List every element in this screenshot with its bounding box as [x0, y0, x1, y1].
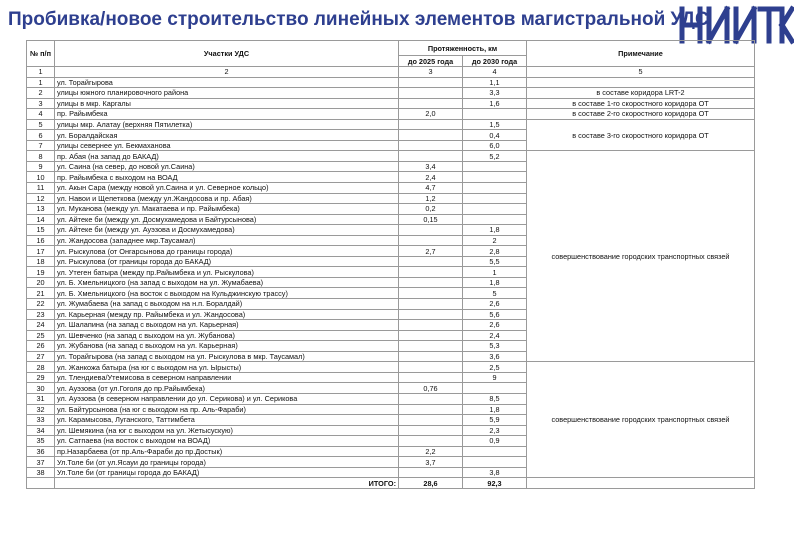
row-2030-cell: 3,3 [463, 88, 527, 99]
row-2030-cell: 3,8 [463, 467, 527, 478]
row-num-cell: 20 [27, 277, 55, 288]
row-num-cell: 26 [27, 341, 55, 352]
row-num-cell: 36 [27, 446, 55, 457]
row-section-cell: ул. Сатпаева (на восток с выходом на ВОАД) [55, 436, 399, 447]
total-label: ИТОГО: [55, 478, 399, 489]
total-empty-cell [27, 478, 55, 489]
row-note-cell: в составе 3-го скоростного коридора ОТ [527, 119, 755, 151]
row-section-cell: ул. Тлендиева/Утемисова в северном направлении [55, 372, 399, 383]
row-2025-cell: 3,7 [399, 457, 463, 468]
row-section-cell: ул. Саина (на север, до новой ул.Саина) [55, 161, 399, 172]
row-section-cell: пр. Абая (на запад до БАКАД) [55, 151, 399, 162]
row-section-cell: ул. Торайгырова [55, 77, 399, 88]
row-note-cell [527, 77, 755, 88]
row-section-cell: ул. Б. Хмельницкого (на восток с выходом на Кульджинскую трассу) [55, 288, 399, 299]
row-2025-cell [399, 320, 463, 331]
row-num-cell: 6 [27, 130, 55, 141]
row-2030-cell: 2,8 [463, 246, 527, 257]
row-2025-cell [399, 341, 463, 352]
row-section-cell: ул. Карьерная (между пр. Райымбека и ул. Жандосова) [55, 309, 399, 320]
table-row [27, 119, 755, 130]
row-num-cell: 35 [27, 436, 55, 447]
row-2025-cell: 0,15 [399, 214, 463, 225]
row-section-cell: пр.Назарбаева (от пр.Аль-Фараби до пр.Достык) [55, 446, 399, 457]
row-num-cell: 18 [27, 256, 55, 267]
row-num-cell: 33 [27, 415, 55, 426]
row-2030-cell: 1,8 [463, 404, 527, 415]
row-num-cell: 1 [27, 77, 55, 88]
row-2030-cell: 5,2 [463, 151, 527, 162]
row-section-cell: ул. Жумабаева (на запад с выходом на н.п. Боралдай) [55, 299, 399, 310]
row-2030-cell: 2,6 [463, 299, 527, 310]
row-2025-cell [399, 140, 463, 151]
row-section-cell: ул. Б. Хмельницкого (на запад с выходом на ул. Жумабаева) [55, 277, 399, 288]
row-num-cell: 32 [27, 404, 55, 415]
index-cell: 4 [463, 67, 527, 78]
row-num-cell: 13 [27, 204, 55, 215]
row-2030-cell [463, 109, 527, 120]
row-section-cell: ул. Шемякина (на юг с выходом на ул. Жетысускую) [55, 425, 399, 436]
row-2025-cell: 3,4 [399, 161, 463, 172]
row-2025-cell [399, 404, 463, 415]
row-2030-cell: 6,0 [463, 140, 527, 151]
row-section-cell: ул. Боралдайская [55, 130, 399, 141]
table-row [27, 98, 755, 109]
row-num-cell: 38 [27, 467, 55, 478]
row-2030-cell [463, 172, 527, 183]
row-section-cell: улицы в мкр. Каргалы [55, 98, 399, 109]
row-2025-cell [399, 299, 463, 310]
row-2030-cell: 5 [463, 288, 527, 299]
row-2030-cell: 5,9 [463, 415, 527, 426]
row-num-cell: 24 [27, 320, 55, 331]
row-2030-cell: 8,5 [463, 393, 527, 404]
row-note-cell: совершенствование городских транспортных связей [527, 151, 755, 362]
row-2030-cell: 2,5 [463, 362, 527, 373]
row-num-cell: 7 [27, 140, 55, 151]
row-section-cell: Ул.Толе би (от границы города до БАКАД) [55, 467, 399, 478]
row-section-cell: ул. Навои и Щепеткова (между ул.Жандосова и пр. Абая) [55, 193, 399, 204]
row-2025-cell: 2,0 [399, 109, 463, 120]
row-2030-cell [463, 457, 527, 468]
header-length: Протяженность, км [399, 41, 527, 56]
row-section-cell: ул. Жандосова (западнее мкр.Таусамал) [55, 235, 399, 246]
row-2030-cell: 5,5 [463, 256, 527, 267]
row-section-cell: ул. Рыскулова (от границы города до БАКАД) [55, 256, 399, 267]
row-section-cell: пр. Райымбека с выходом на ВОАД [55, 172, 399, 183]
table-row [27, 77, 755, 88]
row-num-cell: 16 [27, 235, 55, 246]
row-section-cell: Ул.Толе би (от ул.Ясауи до границы города) [55, 457, 399, 468]
row-2030-cell: 5,6 [463, 309, 527, 320]
row-section-cell: ул. Жанкожа батыра (на юг с выходом на ул. Ырысты) [55, 362, 399, 373]
total-2025: 28,6 [399, 478, 463, 489]
row-num-cell: 34 [27, 425, 55, 436]
row-2030-cell: 1,1 [463, 77, 527, 88]
row-2025-cell [399, 256, 463, 267]
row-2025-cell [399, 77, 463, 88]
row-2025-cell [399, 330, 463, 341]
row-2030-cell: 1,8 [463, 225, 527, 236]
row-note-cell: в составе коридора LRT-2 [527, 88, 755, 99]
row-2025-cell [399, 467, 463, 478]
row-note-cell: в составе 2-го скоростного коридора ОТ [527, 109, 755, 120]
row-2030-cell: 2,3 [463, 425, 527, 436]
row-section-cell: пр. Райымбека [55, 109, 399, 120]
row-num-cell: 14 [27, 214, 55, 225]
row-2030-cell: 3,6 [463, 351, 527, 362]
index-row [27, 67, 755, 78]
row-2025-cell [399, 235, 463, 246]
row-num-cell: 23 [27, 309, 55, 320]
total-row [27, 478, 755, 489]
row-2030-cell [463, 183, 527, 194]
row-2025-cell [399, 362, 463, 373]
row-2030-cell [463, 214, 527, 225]
index-cell: 3 [399, 67, 463, 78]
row-section-cell: ул. Ауэзова (в северном направлении до ул. Серикова) и ул. Серикова [55, 393, 399, 404]
header-note: Примечание [527, 41, 755, 67]
row-section-cell: ул. Айтеке би (между ул. Досмухамедова и Байтурсынова) [55, 214, 399, 225]
row-2025-cell: 2,2 [399, 446, 463, 457]
index-cell: 1 [27, 67, 55, 78]
row-section-cell: ул. Шевченко (на запад с выходом на ул. Жубанова) [55, 330, 399, 341]
row-num-cell: 29 [27, 372, 55, 383]
row-2030-cell: 9 [463, 372, 527, 383]
row-2030-cell: 5,3 [463, 341, 527, 352]
table-row [27, 151, 755, 162]
table-row [27, 88, 755, 99]
row-num-cell: 2 [27, 88, 55, 99]
row-2025-cell: 4,7 [399, 183, 463, 194]
slide-title: Пробивка/новое строительство линейных элементов магистральной УДС [8, 9, 709, 30]
row-2030-cell: 1,6 [463, 98, 527, 109]
row-2025-cell [399, 425, 463, 436]
row-2025-cell: 2,7 [399, 246, 463, 257]
header-num: № п/п [27, 41, 55, 67]
road-network-table-container [26, 40, 754, 489]
row-2030-cell: 2 [463, 235, 527, 246]
row-section-cell: ул. Айтеке би (между ул. Ауэзова и Досмухамедова) [55, 225, 399, 236]
row-2025-cell [399, 88, 463, 99]
row-2025-cell [399, 436, 463, 447]
row-2030-cell: 1,5 [463, 119, 527, 130]
row-2030-cell: 2,4 [463, 330, 527, 341]
row-section-cell: ул. Байтурсынова (на юг с выходом на пр. Аль-Фараби) [55, 404, 399, 415]
index-cell: 5 [527, 67, 755, 78]
row-2025-cell [399, 372, 463, 383]
row-2025-cell [399, 415, 463, 426]
total-note-cell [527, 478, 755, 489]
row-2025-cell [399, 151, 463, 162]
row-section-cell: ул. Жубанова (на запад с выходом на ул. Карьерная) [55, 341, 399, 352]
row-num-cell: 25 [27, 330, 55, 341]
row-2025-cell [399, 393, 463, 404]
row-section-cell: ул. Утеген батыра (между пр.Райымбека и ул. Рыскулова) [55, 267, 399, 278]
row-section-cell: улицы севернее ул. Бекмаханова [55, 140, 399, 151]
row-2025-cell: 2,4 [399, 172, 463, 183]
row-2025-cell [399, 309, 463, 320]
row-section-cell: ул. Муканова (между ул. Макатаева и пр. Райымбека) [55, 204, 399, 215]
row-num-cell: 37 [27, 457, 55, 468]
row-2025-cell [399, 351, 463, 362]
row-2025-cell [399, 98, 463, 109]
row-num-cell: 9 [27, 161, 55, 172]
row-num-cell: 30 [27, 383, 55, 394]
row-2025-cell: 0,76 [399, 383, 463, 394]
row-2030-cell: 0,9 [463, 436, 527, 447]
row-num-cell: 19 [27, 267, 55, 278]
row-section-cell: ул. Карамысова, Луганского, Таттимбета [55, 415, 399, 426]
row-note-cell: в составе 1-го скоростного коридора ОТ [527, 98, 755, 109]
row-num-cell: 28 [27, 362, 55, 373]
row-num-cell: 21 [27, 288, 55, 299]
row-section-cell: ул. Рыскулова (от Онгарсынова до границы города) [55, 246, 399, 257]
row-2030-cell [463, 161, 527, 172]
row-section-cell: улицы мкр. Алатау (верхняя Пятилетка) [55, 119, 399, 130]
row-section-cell: ул. Шалапина (на запад с выходом на ул. Карьерная) [55, 320, 399, 331]
row-2030-cell: 1 [463, 267, 527, 278]
row-num-cell: 31 [27, 393, 55, 404]
row-2030-cell: 0,4 [463, 130, 527, 141]
row-2025-cell [399, 225, 463, 236]
row-2025-cell [399, 288, 463, 299]
index-cell: 2 [55, 67, 399, 78]
row-num-cell: 5 [27, 119, 55, 130]
row-2025-cell [399, 130, 463, 141]
road-network-table [26, 40, 755, 489]
row-num-cell: 12 [27, 193, 55, 204]
row-num-cell: 11 [27, 183, 55, 194]
row-num-cell: 10 [27, 172, 55, 183]
row-2030-cell: 2,6 [463, 320, 527, 331]
row-2025-cell [399, 267, 463, 278]
row-num-cell: 3 [27, 98, 55, 109]
table-body [27, 67, 755, 489]
row-section-cell: улицы южного планировочного района [55, 88, 399, 99]
header-section: Участки УДС [55, 41, 399, 67]
row-2030-cell [463, 193, 527, 204]
header-to-2030: до 2030 года [463, 56, 527, 67]
row-2030-cell [463, 446, 527, 457]
row-num-cell: 4 [27, 109, 55, 120]
row-section-cell: ул. Ауэзова (от ул.Гоголя до пр.Райымбека) [55, 383, 399, 394]
row-2025-cell [399, 277, 463, 288]
table-row [27, 109, 755, 120]
row-section-cell: ул. Акын Сара (между новой ул.Саина и ул. Северное кольцо) [55, 183, 399, 194]
total-2030: 92,3 [463, 478, 527, 489]
row-2030-cell: 1,8 [463, 277, 527, 288]
row-2025-cell: 0,2 [399, 204, 463, 215]
row-num-cell: 8 [27, 151, 55, 162]
row-2025-cell [399, 119, 463, 130]
row-2030-cell [463, 204, 527, 215]
row-2030-cell [463, 383, 527, 394]
row-section-cell: ул. Торайгырова (на запад с выходом на ул. Рыскулова в мкр. Таусамал) [55, 351, 399, 362]
header-to-2025: до 2025 года [399, 56, 463, 67]
row-num-cell: 17 [27, 246, 55, 257]
row-note-cell: совершенствование городских транспортных связей [527, 362, 755, 478]
row-num-cell: 27 [27, 351, 55, 362]
row-num-cell: 22 [27, 299, 55, 310]
row-num-cell: 15 [27, 225, 55, 236]
table-row [27, 362, 755, 373]
row-2025-cell: 1,2 [399, 193, 463, 204]
